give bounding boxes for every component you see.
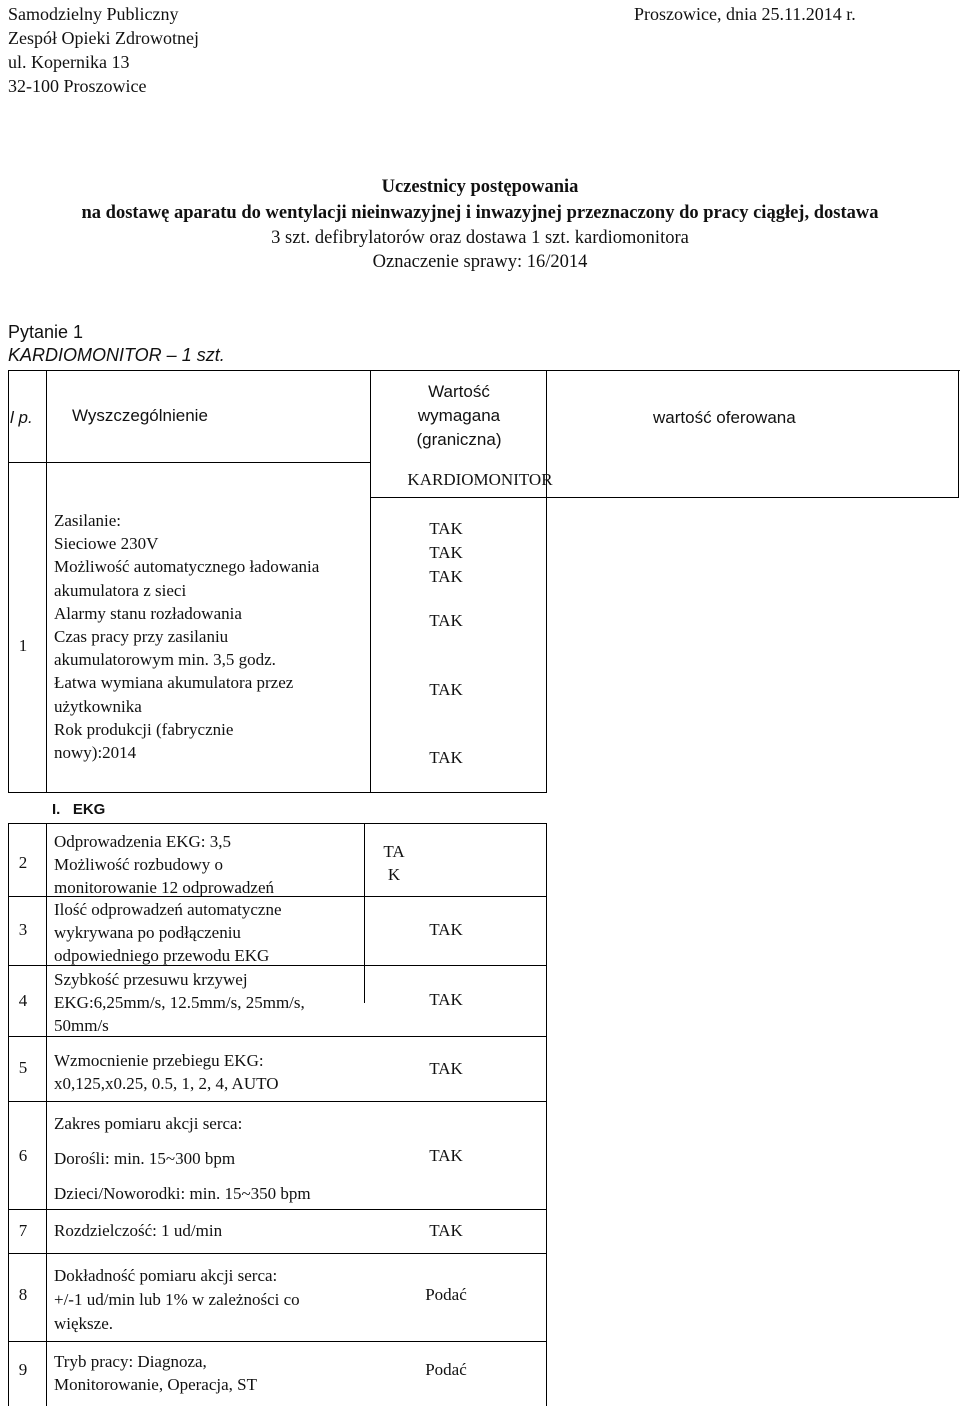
org-line-3: ul. Kopernika 13 xyxy=(8,52,130,72)
row-9-line: Monitorowanie, Operacja, ST xyxy=(54,1375,257,1395)
row-6-line: Dzieci/Noworodki: min. 15~350 bpm xyxy=(54,1184,311,1203)
row-2-value-line: TA xyxy=(383,842,405,861)
section-ekg-heading: I. EKG xyxy=(52,801,106,818)
title-subject-line-2: 3 szt. defibrylatorów oraz dostawa 1 szt. kardiomonitora xyxy=(271,228,689,248)
row-3-value: TAK xyxy=(429,920,463,939)
case-number: Oznaczenie sprawy: 16/2014 xyxy=(372,252,588,272)
row-8-line: Dokładność pomiaru akcji serca: xyxy=(54,1266,278,1285)
row-6-number: 6 xyxy=(18,1146,28,1165)
subheader-kardiomonitor: KARDIOMONITOR xyxy=(407,470,553,489)
row-2-value-line: K xyxy=(387,865,401,884)
row-3-line: Ilość odprowadzeń automatyczne xyxy=(54,900,282,919)
row-1-line: Możliwość automatycznego ładowania xyxy=(54,557,320,577)
row-3-number: 3 xyxy=(18,920,28,939)
org-line-4: 32-100 Proszowice xyxy=(8,76,147,96)
row-7-description: Rozdzielczość: 1 ud/min xyxy=(54,1221,223,1240)
col-header-description: Wyszczególnienie xyxy=(72,406,208,425)
row-1-line: Alarmy stanu rozładowania xyxy=(54,603,242,623)
row-3-line: wykrywana po podłączeniu xyxy=(54,923,241,943)
row-1-line: Sieciowe 230V xyxy=(54,534,159,554)
row-1-line: użytkownika xyxy=(54,696,142,716)
title-subject-line-1: na dostawę aparatu do wentylacji nieinwazyjnej i inwazyjnej przeznaczony do pracy ciągłej, dostawa xyxy=(81,203,879,223)
row-2-value xyxy=(366,840,422,886)
col-header-required-line-2: wymagana xyxy=(417,406,501,425)
row-7-value: TAK xyxy=(429,1221,463,1240)
row-1-value: TAK xyxy=(429,748,463,767)
row-5-description xyxy=(54,1049,278,1095)
row-1-description xyxy=(54,509,319,764)
row-4-number: 4 xyxy=(18,991,28,1010)
row-1-value: TAK xyxy=(429,680,463,699)
organization-address xyxy=(8,2,199,98)
row-2-number: 2 xyxy=(18,853,28,872)
col-header-required-line-3: (graniczna) xyxy=(416,430,502,449)
row-5-line: Wzmocnienie przebiegu EKG: xyxy=(54,1051,264,1070)
row-8-value: Podać xyxy=(425,1285,467,1304)
row-6-value: TAK xyxy=(429,1146,463,1165)
row-1-value: TAK xyxy=(429,611,463,630)
row-2-description xyxy=(54,830,274,900)
row-1-line: Rok produkcji (fabrycznie xyxy=(54,719,234,739)
row-8-line: większe. xyxy=(54,1314,114,1333)
row-2-line: Odprowadzenia EKG: 3,5 xyxy=(54,832,232,851)
row-1-line: akumulatorowym min. 3,5 godz. xyxy=(54,650,276,670)
row-1-value: TAK xyxy=(429,519,463,538)
row-6-description xyxy=(54,1106,311,1211)
col-header-required-value xyxy=(372,380,546,452)
question-item: KARDIOMONITOR – 1 szt. xyxy=(8,345,225,365)
col-header-lp: l p. xyxy=(10,408,33,427)
row-4-line: 50mm/s xyxy=(54,1016,109,1036)
col-header-required-line-1: Wartość xyxy=(428,382,490,401)
row-3-description xyxy=(54,898,282,968)
row-8-line: +/-1 ud/min lub 1% w zależności co xyxy=(54,1290,300,1309)
row-1-line: nowy):2014 xyxy=(54,743,137,763)
row-4-description xyxy=(54,968,305,1038)
row-4-value: TAK xyxy=(429,990,463,1009)
place-date: Proszowice, dnia 25.11.2014 r. xyxy=(634,4,856,24)
row-3-line: odpowiedniego przewodu EKG xyxy=(54,946,270,966)
title-participants: Uczestnicy postępowania xyxy=(381,177,579,197)
row-1-line: Czas pracy przy zasilaniu xyxy=(54,627,229,647)
row-1-line: Łatwa wymiana akumulatora przez xyxy=(54,673,294,693)
row-2-line: monitorowanie 12 odprowadzeń xyxy=(54,878,274,898)
row-6-line: Zakres pomiaru akcji serca: xyxy=(54,1114,243,1133)
row-4-line: Szybkość przesuwu krzywej xyxy=(54,970,248,989)
row-1-line: akumulatora z sieci xyxy=(54,580,187,600)
row-1-value: TAK xyxy=(429,567,463,586)
question-label: Pytanie 1 xyxy=(8,322,84,342)
row-4-line: EKG:6,25mm/s, 12.5mm/s, 25mm/s, xyxy=(54,993,305,1013)
row-9-description xyxy=(54,1350,257,1396)
row-9-value: Podać xyxy=(425,1360,467,1379)
row-5-value: TAK xyxy=(429,1059,463,1078)
row-9-number: 9 xyxy=(18,1360,28,1379)
row-1-value: TAK xyxy=(429,543,463,562)
col-header-offered-value: wartość oferowana xyxy=(653,408,796,427)
row-2-line: Możliwość rozbudowy o xyxy=(54,855,224,875)
row-1-line: Zasilanie: xyxy=(54,511,122,530)
org-line-2: Zespół Opieki Zdrowotnej xyxy=(8,28,199,48)
row-1-number: 1 xyxy=(18,636,28,655)
row-5-number: 5 xyxy=(18,1058,28,1077)
row-7-number: 7 xyxy=(18,1221,28,1240)
org-line-1: Samodzielny Publiczny xyxy=(8,4,179,24)
row-8-number: 8 xyxy=(18,1285,28,1304)
row-5-line: x0,125,x0.25, 0.5, 1, 2, 4, AUTO xyxy=(54,1074,279,1094)
row-9-line: Tryb pracy: Diagnoza, xyxy=(54,1352,207,1371)
row-8-description xyxy=(54,1264,300,1336)
row-6-line: Dorośli: min. 15~300 bpm xyxy=(54,1149,236,1168)
